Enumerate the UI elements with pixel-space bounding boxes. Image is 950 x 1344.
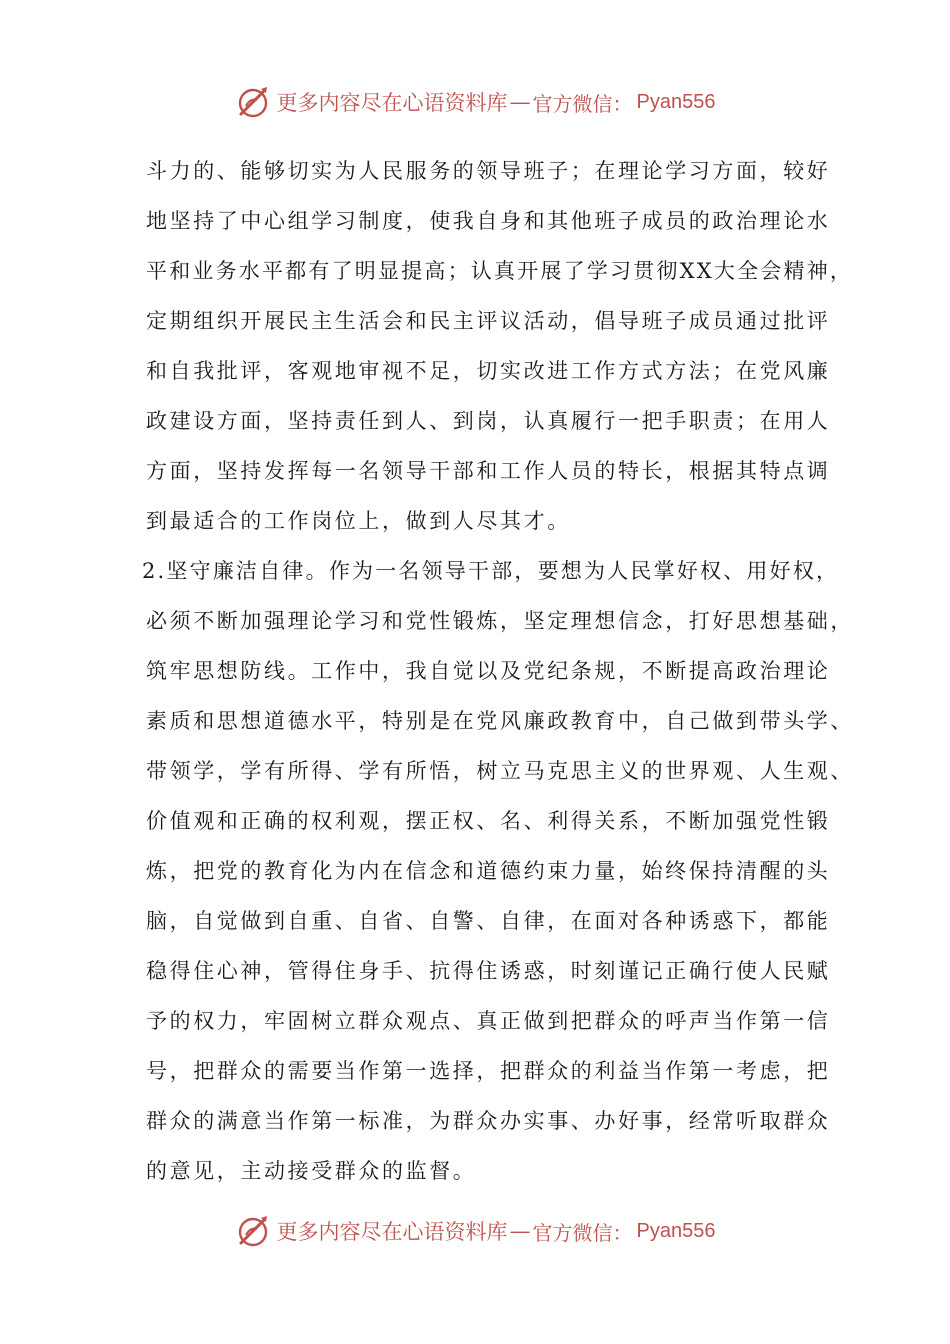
- footer-watermark-banner: [0, 1211, 950, 1251]
- text-line: 带领学，学有所得、学有所悟，树立马克思主义的世界观、人生观、: [146, 759, 854, 783]
- text-line: 和自我批评，客观地审视不足，切实改进工作方式方法；在党风廉: [146, 359, 831, 383]
- text-line: 斗力的、能够切实为人民服务的领导班子；在理论学习方面，较好: [146, 159, 831, 183]
- text-line: 炼，把党的教育化为内在信念和道德约束力量，始终保持清醒的头: [146, 859, 831, 883]
- text-line: 价值观和正确的权利观，摆正权、名、利得关系，不断加强党性锻: [146, 809, 831, 833]
- banner-wechat-id: Pyan556: [636, 90, 716, 113]
- banner-site-text: 更多内容尽在心语资料库: [276, 1220, 508, 1244]
- text-line: 予的权力，牢固树立群众观点、真正做到把群众的呼声当作第一信: [146, 1009, 831, 1033]
- text-line: 平和业务水平都有了明显提高；认真开展了学习贯彻XX大全会精神，: [146, 259, 854, 283]
- pen-logo-icon: [235, 1213, 271, 1249]
- text-line: 的意见，主动接受群众的监督。: [146, 1159, 477, 1183]
- document-body: [142, 146, 854, 1196]
- pen-logo-icon: [235, 84, 271, 120]
- banner-dash: —: [509, 90, 531, 114]
- banner-wechat-label: 官方微信：: [532, 1220, 633, 1245]
- text-line: 方面，坚持发挥每一名领导干部和工作人员的特长，根据其特点调: [146, 459, 831, 483]
- banner-dash: —: [509, 1219, 531, 1243]
- text-line: 定期组织开展民主生活会和民主评议活动，倡导班子成员通过批评: [146, 309, 831, 333]
- text-line: 稳得住心神，管得住身手、抗得住诱惑，时刻谨记正确行使人民赋: [146, 959, 831, 983]
- text-line: 地坚持了中心组学习制度，使我自身和其他班子成员的政治理论水: [146, 209, 831, 233]
- text-line: 群众的满意当作第一标准，为群众办实事、办好事，经常听取群众: [146, 1109, 831, 1133]
- text-line: 脑，自觉做到自重、自省、自警、自律，在面对各种诱惑下，都能: [146, 909, 831, 933]
- text-line: 到最适合的工作岗位上，做到人尽其才。: [146, 509, 571, 533]
- text-line: 政建设方面，坚持责任到人、到岗，认真履行一把手职责；在用人: [146, 409, 831, 433]
- banner-wechat-label: 官方微信：: [532, 91, 633, 116]
- text-line: 号，把群众的需要当作第一选择，把群众的利益当作第一考虑，把: [146, 1059, 831, 1083]
- text-line: 筑牢思想防线。工作中，我自觉以及党纪条规，不断提高政治理论: [146, 659, 831, 683]
- header-watermark-banner: [0, 82, 950, 122]
- text-line: 2.坚守廉洁自律。作为一名领导干部，要想为人民掌好权、用好权，: [142, 559, 840, 583]
- text-line: 素质和思想道德水平，特别是在党风廉政教育中，自己做到带头学、: [146, 709, 854, 733]
- banner-wechat-id: Pyan556: [636, 1219, 716, 1242]
- text-line: 必须不断加强理论学习和党性锻炼，坚定理想信念，打好思想基础，: [146, 609, 854, 633]
- banner-site-text: 更多内容尽在心语资料库: [276, 91, 508, 115]
